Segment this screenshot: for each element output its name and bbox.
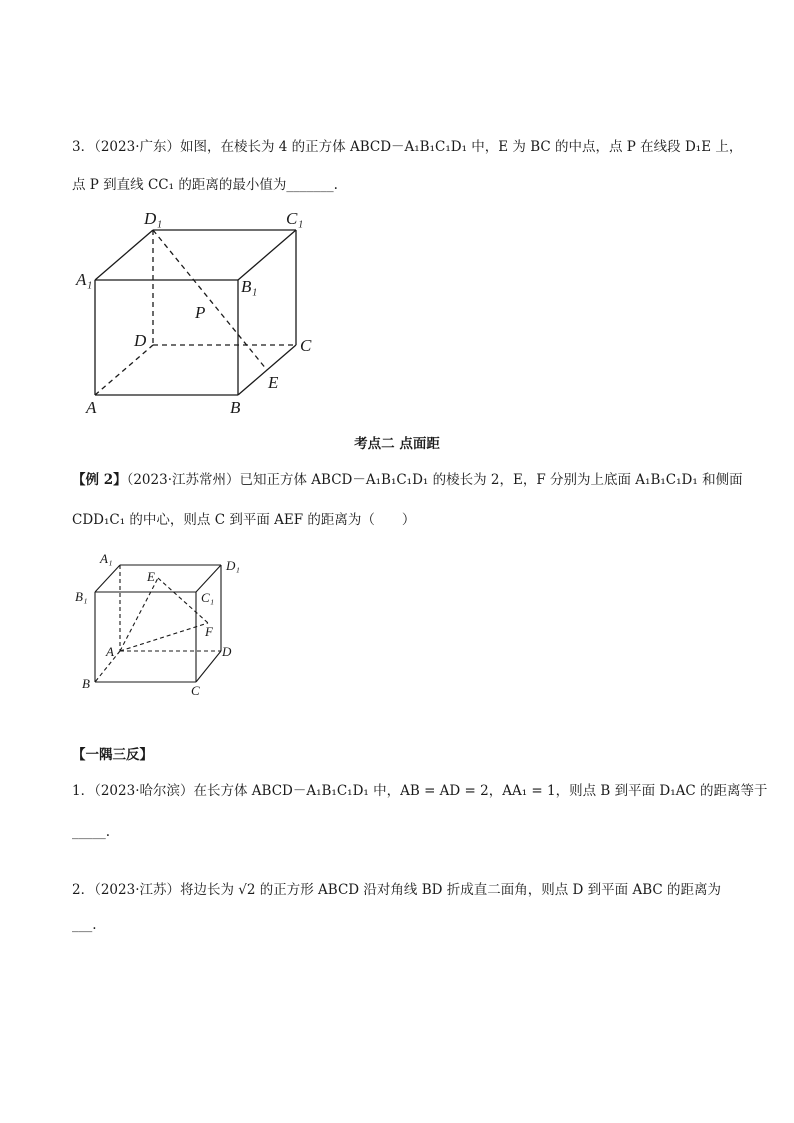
practice-1-line-2: _____.: [72, 824, 111, 840]
label-c1: C₁: [286, 209, 304, 228]
label-f: F: [205, 624, 213, 639]
label-e: E: [268, 373, 279, 392]
practice-2-line-1: 2．（2023·江苏）将边长为 √2 的正方形 ABCD 沿对角线 BD 折成直二面角，则点 D 到平面 ABC 的距离为: [72, 882, 721, 898]
label-a: A: [86, 398, 97, 417]
section-title: 考点二 点面距: [354, 436, 440, 452]
label-d: D: [222, 644, 232, 659]
label-b1: B₁: [241, 277, 258, 296]
label-a1: A₁: [100, 551, 113, 566]
example-2-line-2: CDD₁C₁ 的中心，则点 C 到平面 AEF 的距离为（ ）: [72, 512, 416, 528]
practice-2-line-2: ___.: [72, 917, 97, 933]
example-2-text: （2023·江苏常州）已知正方体 ABCD－A₁B₁C₁D₁ 的棱长为 2，E，F 分别为上底面 A₁B₁C₁D₁ 和侧面: [126, 472, 743, 488]
label-b: B: [82, 676, 90, 691]
label-d: D: [134, 331, 147, 350]
label-b: B: [230, 398, 241, 417]
example-2-tag: 【例 2】: [72, 472, 127, 488]
label-c1: C₁: [201, 590, 215, 605]
problem-3-line-1: 3．（2023·广东）如图，在棱长为 4 的正方体 ABCD－A₁B₁C₁D₁ 中，E 为 BC 的中点，点 P 在线段 D₁E 上，: [72, 139, 743, 155]
label-d1: D₁: [226, 558, 240, 573]
practice-title: 【一隅三反】: [72, 747, 153, 763]
label-d1: D₁: [144, 209, 163, 228]
label-c: C: [300, 336, 312, 355]
practice-1-line-1: 1．（2023·哈尔滨）在长方体 ABCD－A₁B₁C₁D₁ 中，AB = AD = 2，AA₁ = 1，则点 B 到平面 D₁AC 的距离等于: [72, 783, 768, 799]
label-a: A: [106, 644, 114, 659]
label-a1: A₁: [76, 270, 93, 289]
label-c: C: [191, 683, 200, 698]
label-p: P: [195, 303, 206, 322]
label-e: E: [147, 569, 155, 584]
label-b1: B₁: [75, 589, 88, 604]
problem-3-line-2: 点 P 到直线 CC₁ 的距离的最小值为_______.: [72, 177, 338, 193]
